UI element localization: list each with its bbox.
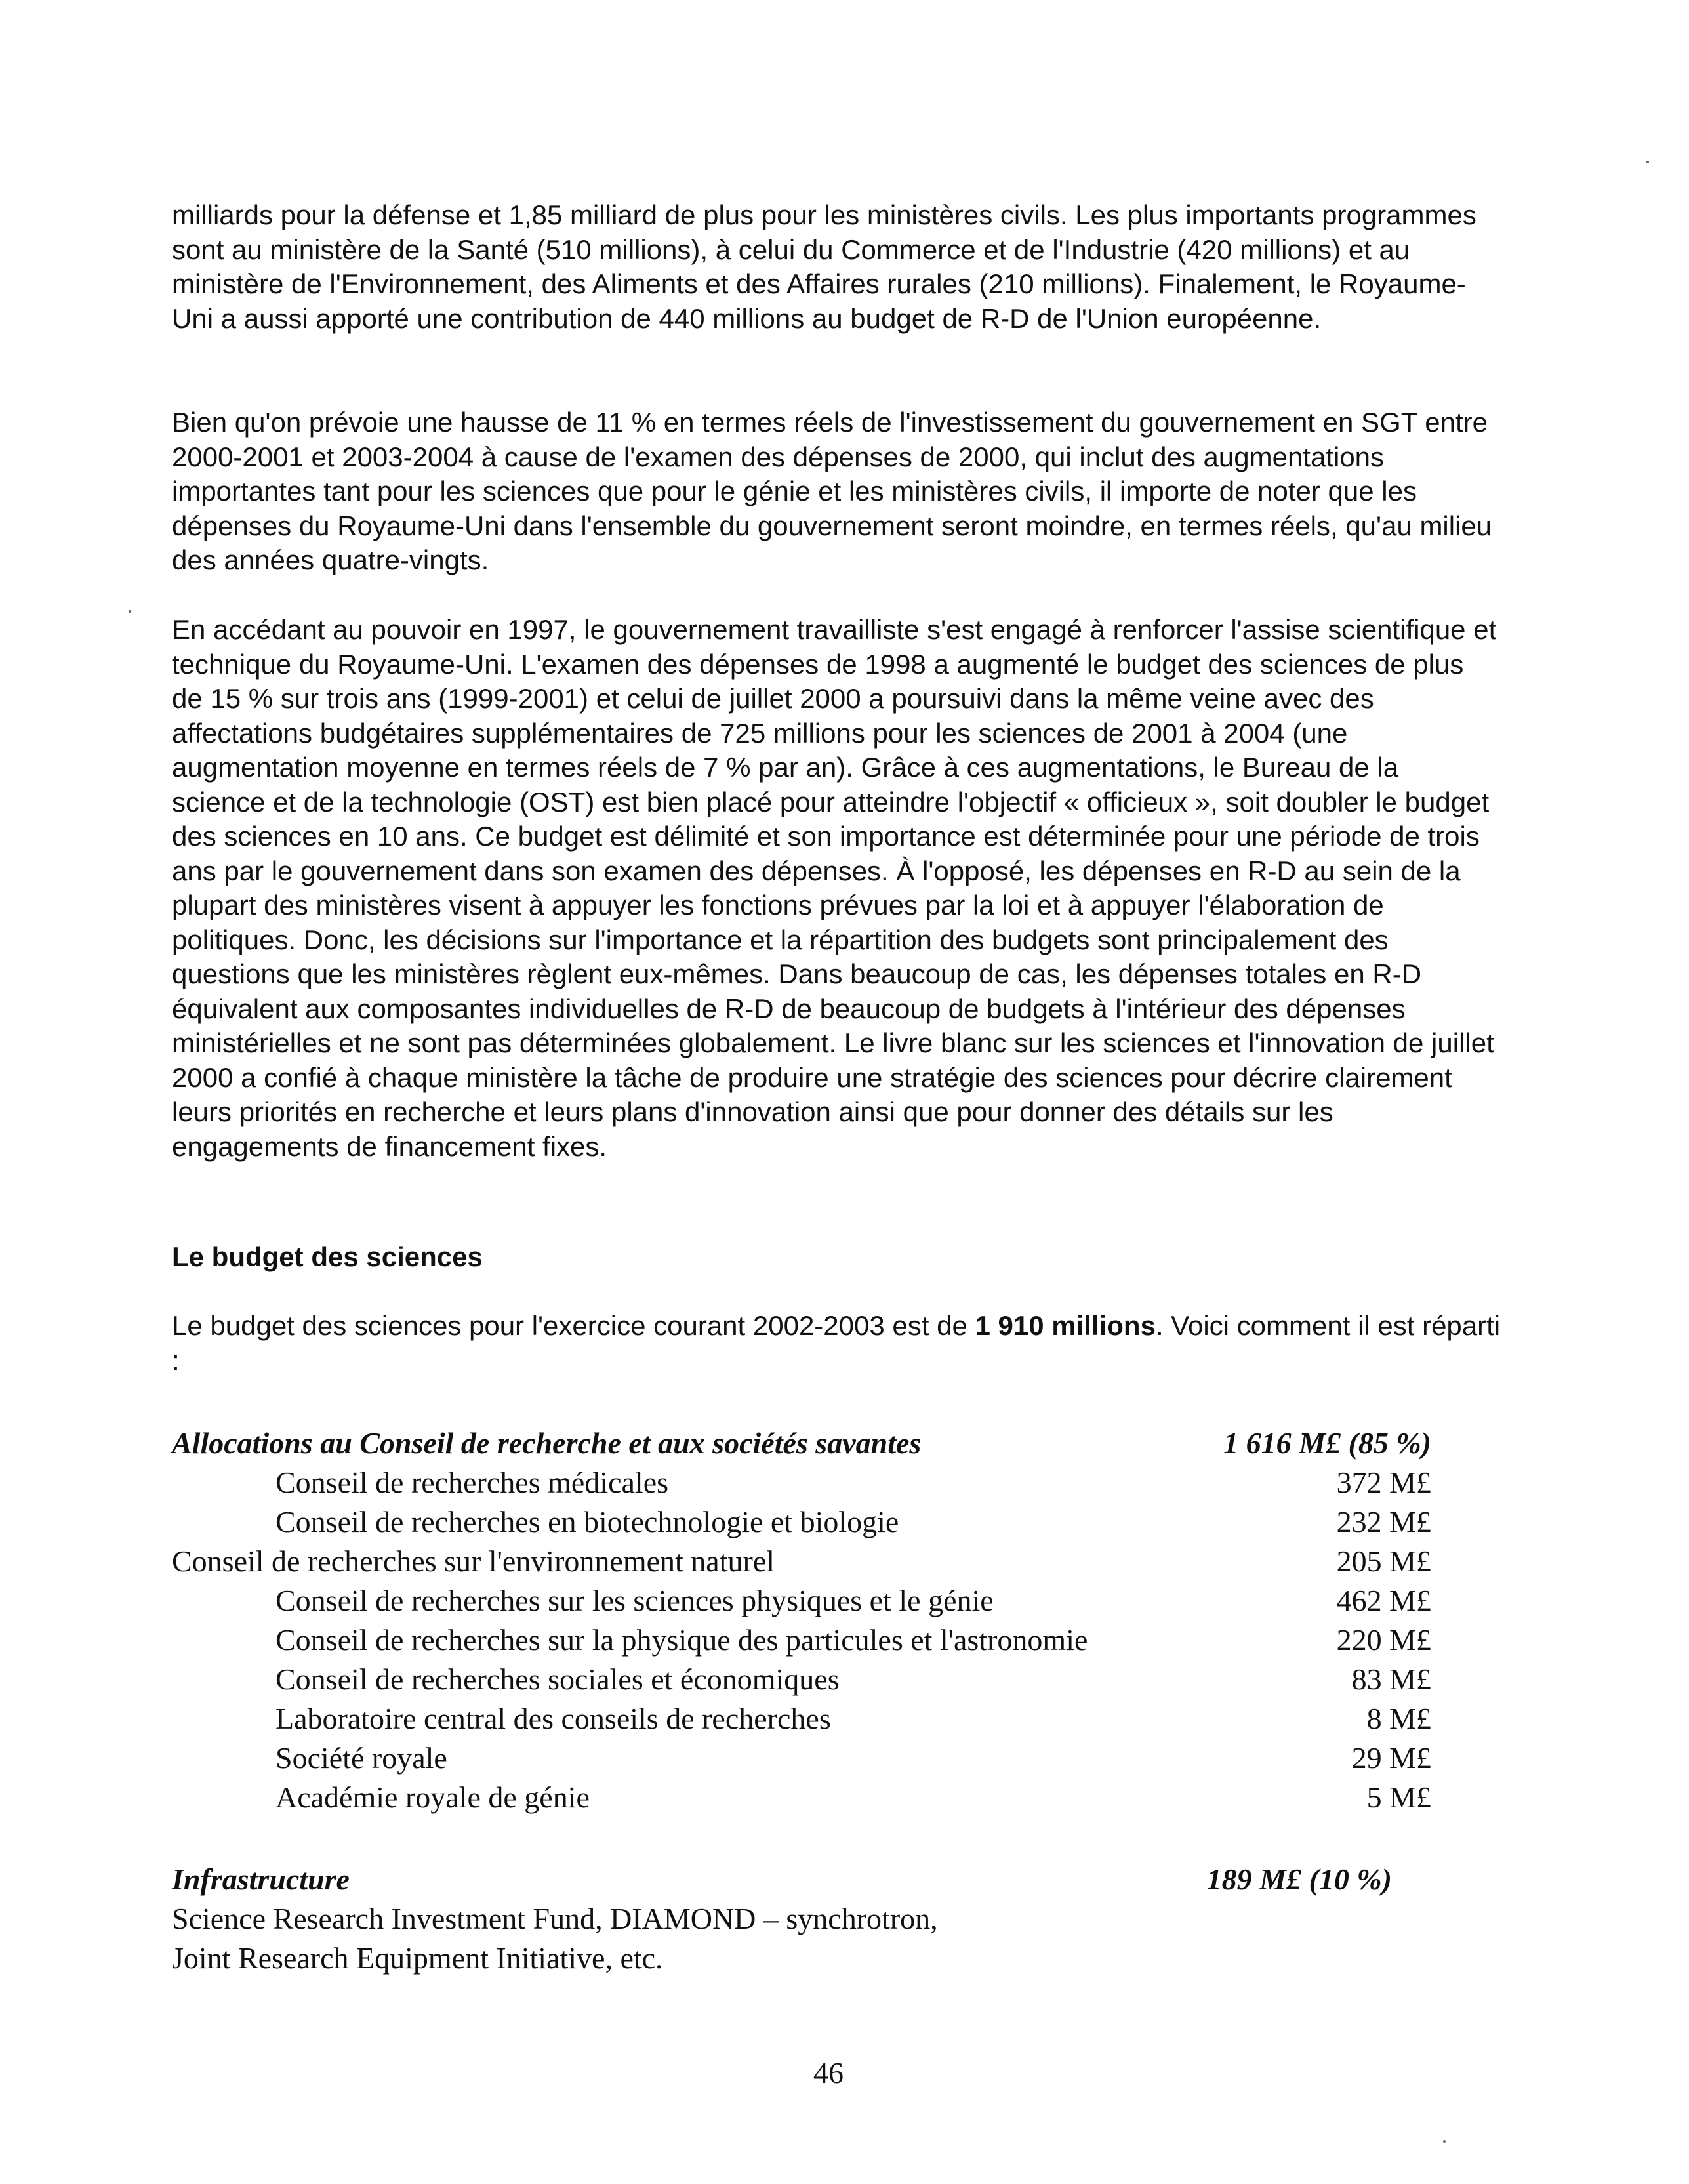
- table-row: [172, 1542, 1431, 1581]
- page-number: 46: [813, 2056, 844, 2090]
- row-value: 29 M£: [1351, 1741, 1431, 1775]
- row-label: Laboratoire central des conseils de recherches: [275, 1702, 831, 1735]
- budget-intro-before: Le budget des sciences pour l'exercice courant 2002-2003 est de: [172, 1310, 975, 1341]
- row-value: 220 M£: [1336, 1623, 1431, 1657]
- scan-speck: [1646, 161, 1649, 163]
- budget-intro-after: . Voici comment il est réparti :: [172, 1310, 1501, 1376]
- scan-speck: [1443, 2140, 1446, 2143]
- allocations-total: 1 616 M£ (85 %): [1223, 1426, 1431, 1460]
- row-value: 232 M£: [1336, 1505, 1431, 1538]
- row-label: Conseil de recherches médicales: [275, 1466, 669, 1499]
- row-value: 5 M£: [1366, 1781, 1431, 1814]
- row-label: Académie royale de génie: [275, 1781, 590, 1814]
- row-label: Conseil de recherches sur la physique des particules et l'astronomie: [275, 1623, 1088, 1657]
- row-value: 372 M£: [1336, 1466, 1431, 1499]
- budget-total: 1 910 millions: [975, 1310, 1156, 1341]
- table-row: [172, 1699, 1431, 1739]
- row-value: 83 M£: [1351, 1662, 1431, 1696]
- table-row: [172, 1581, 1431, 1620]
- paragraph-3: En accédant au pouvoir en 1997, le gouvernement travailliste s'est engagé à renforcer l'assise scientifique et technique du Royaume-Uni. L'examen des dépenses de 1998 a augmenté le budget des sciences de plus de 15 % sur trois ans (1999-2001) et celui de juillet 2000 a poursuivi dans la même veine avec des affectations budgétaires supplémentaires de 725 millions pour les sciences de 2001 à 2004 (une augmentation moyenne en termes réels de 7 % par an). Grâce à ces augmentations, le Bureau de la science et de la technologie (OST) est bien placé pour atteindre l'objectif « officieux », soit doubler le budget des sciences en 10 ans. Ce budget est délimité et son importance est déterminée pour une période de trois ans par le gouvernement dans son examen des dépenses. À l'opposé, les dépenses en R-D au sein de la plupart des ministères visent à appuyer les fonctions prévues par la loi et à appuyer l'élaboration de politiques. Donc, les décisions sur l'importance et la répartition des budgets sont principalement des questions que les ministères règlent eux-mêmes. Dans beaucoup de cas, les dépenses totales en R-D équivalent aux composantes individuelles de R-D de beaucoup de budgets à l'intérieur des dépenses ministérielles et ne sont pas déterminées globalement. Le livre blanc sur les sciences et l'innovation de juillet 2000 a confié à chaque ministère la tâche de produire une stratégie des sciences pour décrire clairement leurs priorités en recherche et leurs plans d'innovation ainsi que pour donner des détails sur les engagements de financement fixes.: [172, 614, 1497, 1162]
- table-row: [172, 1739, 1431, 1778]
- row-value: 205 M£: [1336, 1544, 1431, 1578]
- infrastructure-title: Infrastructure: [172, 1863, 350, 1896]
- infrastructure-line-2: Joint Research Equipment Initiative, etc.: [172, 1941, 663, 1975]
- table-row: [172, 1502, 1431, 1542]
- row-label: Conseil de recherches sur l'environnement naturel: [172, 1544, 775, 1578]
- paragraph-2: Bien qu'on prévoie une hausse de 11 % en termes réels de l'investissement du gouvernement en SGT entre 2000-2001 et 2003-2004 à cause de l'examen des dépenses de 2000, qui inclut des augmentations importantes tant pour les sciences que pour le génie et les ministères civils, il importe de noter que les dépenses du Royaume-Uni dans l'ensemble du gouvernement seront moindre, en termes réels, qu'au milieu des années quatre-vingts.: [172, 407, 1492, 575]
- table-row: [172, 1463, 1431, 1502]
- scan-speck: [129, 610, 131, 613]
- infrastructure-section: [172, 1860, 1392, 1899]
- infrastructure-total: 189 M£ (10 %): [1206, 1863, 1392, 1896]
- budget-intro: [172, 1309, 1510, 1378]
- section-heading: Le budget des sciences: [172, 1241, 483, 1272]
- paragraph-1: milliards pour la défense et 1,85 milliard de plus pour les ministères civils. Les plus importants programmes sont au ministère de la Santé (510 millions), à celui du Commerce et de l'Industrie (420 millions) et au ministère de l'Environnement, des Aliments et des Affaires rurales (210 millions). Finalement, le Royaume-Uni a aussi apporté une contribution de 440 millions au budget de R-D de l'Union européenne.: [172, 199, 1476, 334]
- row-label: Conseil de recherches sociales et économiques: [275, 1662, 840, 1696]
- allocations-title: Allocations au Conseil de recherche et aux sociétés savantes: [172, 1426, 922, 1460]
- row-value: 462 M£: [1336, 1584, 1431, 1617]
- allocations-header-row: [172, 1424, 1431, 1463]
- infrastructure-line-1: Science Research Investment Fund, DIAMOND – synchrotron,: [172, 1902, 938, 1935]
- row-value: 8 M£: [1366, 1702, 1431, 1735]
- table-row: [172, 1778, 1431, 1817]
- table-row: [172, 1620, 1431, 1660]
- table-row: [172, 1660, 1431, 1699]
- row-label: Conseil de recherches en biotechnologie et biologie: [275, 1505, 899, 1538]
- row-label: Conseil de recherches sur les sciences physiques et le génie: [275, 1584, 994, 1617]
- allocations-table: [172, 1424, 1431, 1817]
- infrastructure-header-row: [172, 1860, 1392, 1899]
- row-label: Société royale: [275, 1741, 447, 1775]
